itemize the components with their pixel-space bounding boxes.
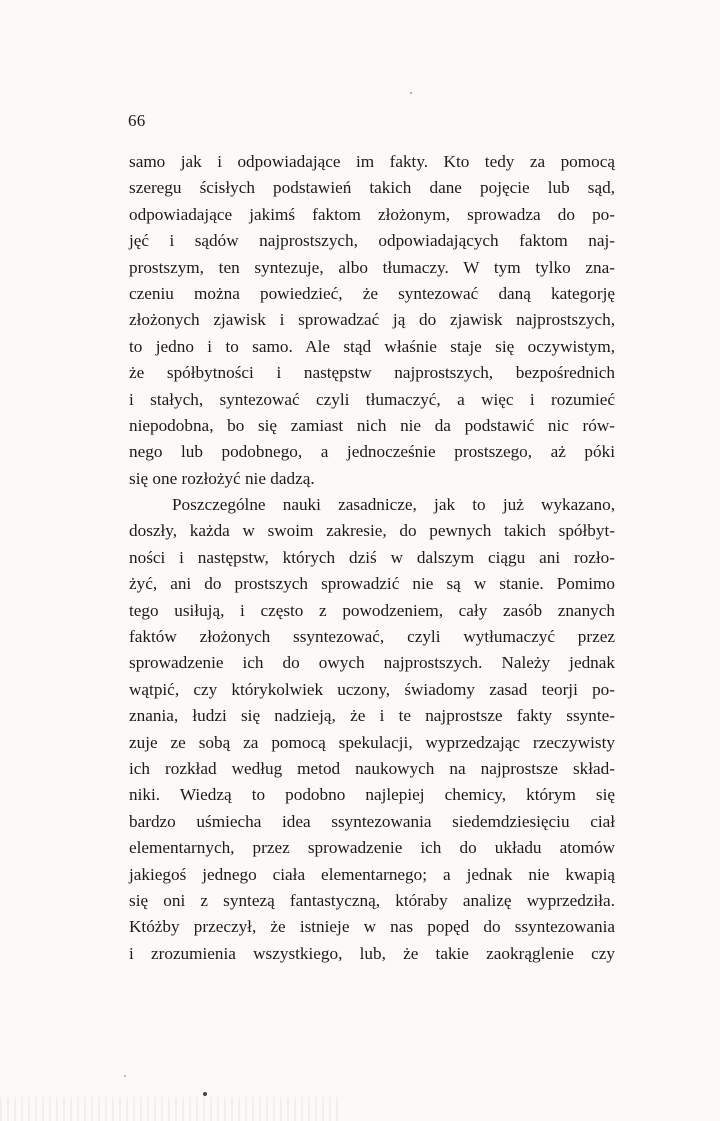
- text-line: niepodobna, bo się zamiast nich nie da podstawić nic rów-: [129, 415, 615, 435]
- text-line: sprowadzenie ich do owych najprostszych. Należy jednak: [129, 653, 615, 673]
- text-line: złożonych zjawisk i sprowadzać ją do zjawisk najprostszych,: [129, 310, 615, 330]
- text-line: wątpić, czy którykolwiek uczony, świadomy zasad teorji po-: [129, 679, 615, 699]
- text-line: niki. Wiedzą to podobno najlepiej chemicy, którym się: [129, 785, 615, 805]
- text-line: jęć i sądów najprostszych, odpowiadających faktom naj-: [129, 231, 615, 251]
- text-line: jakiegoś jednego ciała elementarnego; a jednak nie kwapią: [129, 864, 615, 884]
- text-line: faktów złożonych ssyntezować, czyli wytłumaczyć przez: [129, 627, 615, 647]
- text-line: i zrozumienia wszystkiego, lub, że takie zaokrąglenie czy: [129, 943, 615, 963]
- text-line: to jedno i to samo. Ale stąd właśnie staje się oczywistym,: [129, 336, 615, 356]
- page-number: 66: [128, 111, 146, 130]
- ink-speck: [203, 1092, 207, 1096]
- text-line: odpowiadające jakimś faktom złożonym, sprowadza do po-: [129, 204, 615, 224]
- text-line: znania, łudzi się nadzieją, że i te najprostsze fakty ssynte-: [129, 706, 615, 726]
- text-line: elementarnych, przez sprowadzenie ich do układu atomów: [129, 838, 615, 858]
- ink-speck: [410, 92, 412, 94]
- text-line: nego lub podobnego, a jednocześnie prostszego, aż póki: [129, 442, 615, 462]
- text-line: doszły, każda w swoim zakresie, do pewnych takich spółbyt-: [129, 521, 615, 541]
- text-line: i stałych, syntezować czyli tłumaczyć, a więc i rozumieć: [129, 389, 615, 409]
- text-line: szeregu ścisłych podstawień takich dane pojęcie lub sąd,: [129, 178, 615, 198]
- paragraph-2: [129, 492, 615, 967]
- text-line: czeniu można powiedzieć, że syntezować daną kategorję: [129, 283, 615, 303]
- text-line: samo jak i odpowiadające im fakty. Kto tedy za pomocą: [129, 152, 615, 171]
- text-line: się one rozłożyć nie dadzą.: [129, 468, 315, 488]
- text-line: prostszym, ten syntezuje, albo tłumaczy. W tym tylko zna-: [129, 257, 615, 277]
- text-line: zuje ze sobą za pomocą spekulacji, wyprzedzając rzeczywisty: [129, 732, 615, 752]
- paragraph-1: [129, 149, 615, 492]
- ink-speck: [124, 1075, 126, 1077]
- text-line: żyć, ani do prostszych sprowadzić nie są w stanie. Pomimo: [129, 574, 615, 594]
- text-line: Poszczególne nauki zasadnicze, jak to już wykazano,: [172, 495, 615, 515]
- text-line: Któżby przeczył, że istnieje w nas popęd do ssyntezowania: [129, 917, 615, 937]
- text-line: tego usiłują, i często z powodzeniem, cały zasób znanych: [129, 600, 615, 620]
- text-line: się oni z syntezą fantastyczną, któraby analizę wyprzedziła.: [129, 890, 615, 910]
- text-line: że spółbytności i następstw najprostszych, bezpośrednich: [129, 363, 615, 383]
- text-line: ich rozkład według metod naukowych na najprostsze skład-: [129, 758, 615, 778]
- text-line: bardzo uśmiecha idea ssyntezowania siedemdziesięciu ciał: [129, 811, 615, 831]
- body-text: [129, 149, 615, 967]
- scan-edge-noise: [0, 1097, 340, 1121]
- text-line: ności i następstw, których dziś w dalszym ciągu ani rozło-: [129, 547, 615, 567]
